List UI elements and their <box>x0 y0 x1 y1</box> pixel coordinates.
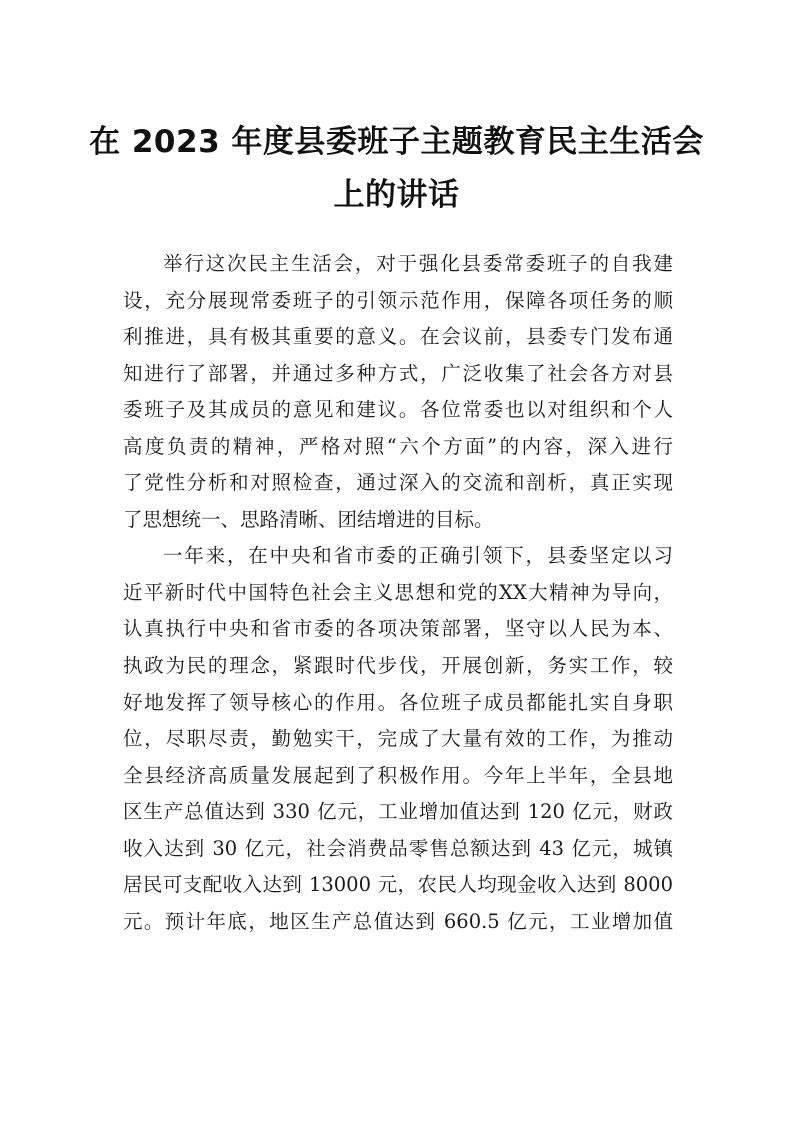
text-line: 了党性分析和对照检查，通过深入的交流和剖析，真正实现 <box>123 471 673 495</box>
text-line: 元。预计年底，地区生产总值达到 660.5 亿元，工业增加值 <box>123 909 673 933</box>
paragraph-2 <box>123 538 673 940</box>
text-line: 委班子及其成员的意见和建议。各位常委也以对组织和个人 <box>123 398 673 422</box>
text-line: 利推进，具有极其重要的意义。在会议前，县委专门发布通 <box>123 325 673 349</box>
document-body <box>123 246 673 940</box>
document-title <box>60 116 733 222</box>
paragraph-1 <box>123 246 673 538</box>
title-line: 上的讲话 <box>333 177 460 213</box>
text-line: 一年来，在中央和省市委的正确引领下，县委坚定以习 <box>163 544 673 568</box>
text-line: 全县经济高质量发展起到了积极作用。今年上半年，全县地 <box>123 763 673 787</box>
text-line: 知进行了部署，并通过多种方式，广泛收集了社会各方对县 <box>123 361 673 385</box>
text-line: 高度负责的精神，严格对照“六个方面”的内容，深入进行 <box>123 434 673 458</box>
text-line: 近平新时代中国特色社会主义思想和党的XX大精神为导向， <box>123 580 673 604</box>
text-line: 了思想统一、思路清晰、团结增进的目标。 <box>123 507 494 531</box>
text-line: 执政为民的理念，紧跟时代步伐，开展创新，务实工作，较 <box>123 654 673 678</box>
text-line: 设，充分展现常委班子的引领示范作用，保障各项任务的顺 <box>123 288 673 312</box>
title-line: 在 2023 年度县委班子主题教育民主生活会 <box>89 124 704 160</box>
text-line: 位，尽职尽责，勤勉实干，完成了大量有效的工作，为推动 <box>123 727 673 751</box>
text-line: 收入达到 30 亿元，社会消费品零售总额达到 43 亿元，城镇 <box>123 836 673 860</box>
text-line: 认真执行中央和省市委的各项决策部署，坚守以人民为本、 <box>123 617 673 641</box>
text-line: 举行这次民主生活会，对于强化县委常委班子的自我建 <box>163 252 673 275</box>
text-line: 居民可支配收入达到 13000 元，农民人均现金收入达到 8000 <box>123 873 673 897</box>
text-line: 好地发挥了领导核心的作用。各位班子成员都能扎实自身职 <box>123 690 673 714</box>
text-line: 区生产总值达到 330 亿元，工业增加值达到 120 亿元，财政 <box>123 800 673 824</box>
